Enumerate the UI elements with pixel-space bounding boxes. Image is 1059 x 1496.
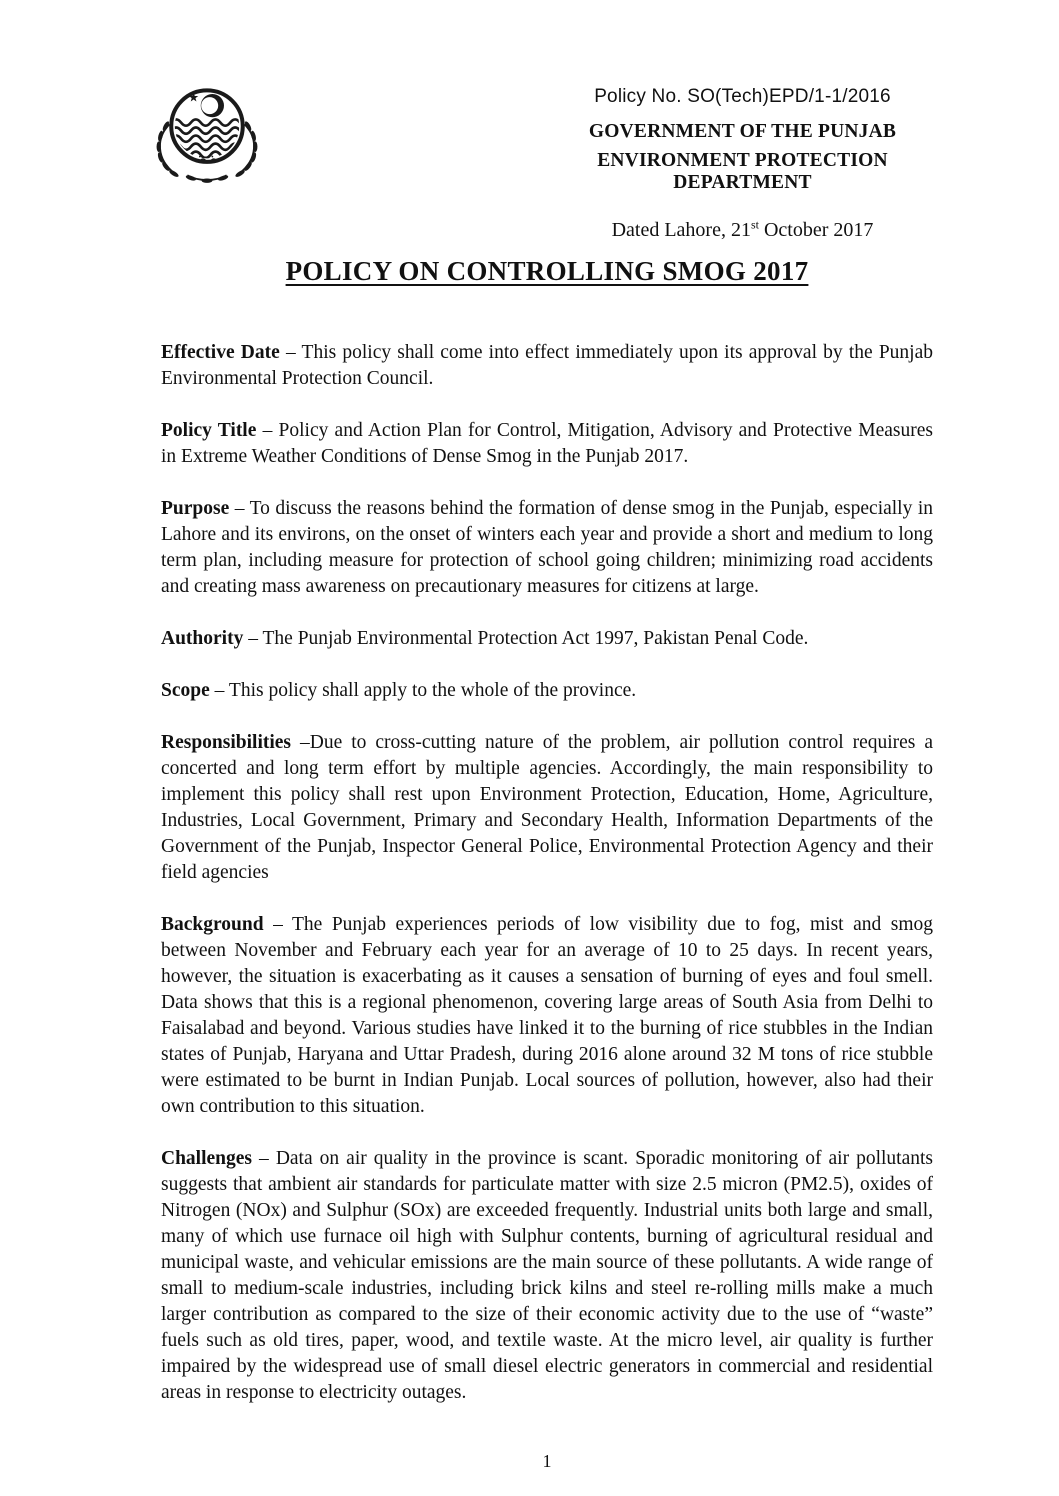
section-text: Policy and Action Plan for Control, Mitigation, Advisory and Protective Measures in Extreme Weather Conditions of Dense Smog in the Punjab 2017.: [161, 420, 933, 467]
section-separator: –: [209, 680, 229, 701]
department-line: ENVIRONMENT PROTECTION DEPARTMENT: [597, 150, 888, 193]
punjab-government-emblem-icon: [148, 80, 266, 192]
sections-container: [161, 340, 933, 1432]
section-text: The Punjab experiences periods of low visibility due to fog, mist and smog between November and February each year for an average of 10 to 25 days. In recent years, however, the situation is exacerbating as it causes a sensation of burning of eyes and foul smell. Data shows that this is a regional phenomenon, covering large areas of South Asia from Delhi to Faisalabad and beyond. Various studies have linked it to the burning of rice stubbles in the Indian states of Punjab, Haryana and Uttar Pradesh, during 2016 alone around 32 M tons of rice stubble were estimated to be burnt in Indian Punjab. Local sources of pollution, however, also had their own contribution to this situation.: [161, 914, 933, 1117]
page-number: 1: [542, 1451, 552, 1471]
section-label: Background: [161, 914, 264, 935]
date-ordinal-superscript: st: [750, 217, 759, 232]
policy-section-paragraph: [161, 496, 933, 600]
policy-section-paragraph: [161, 1146, 933, 1406]
document-header: [540, 86, 945, 242]
policy-section-paragraph: [161, 678, 933, 704]
government-line: GOVERNMENT OF THE PUNJAB: [588, 121, 897, 142]
section-text: Due to cross-cutting nature of the problem, air pollution control requires a concerted and long term effort by multiple agencies. Accordingly, the main responsibility to implement this policy shall rest upon Environment Protection, Education, Home, Agriculture, Industries, Local Government, Primary and Secondary Health, Information Departments of the Government of the Punjab, Inspector General Police, Environmental Protection Agency and their field agencies: [161, 732, 934, 883]
section-text: This policy shall come into effect immediately upon its approval by the Punjab Environmental Protection Council.: [161, 342, 933, 389]
section-text: The Punjab Environmental Protection Act 1997, Pakistan Penal Code.: [262, 628, 809, 649]
policy-section-paragraph: [161, 418, 933, 470]
policy-section-paragraph: [161, 340, 933, 392]
section-separator: –: [291, 732, 310, 753]
date-suffix: October 2017: [758, 219, 874, 241]
section-separator: –: [243, 628, 263, 649]
section-separator: –: [256, 420, 279, 441]
section-label: Authority: [161, 628, 244, 649]
section-separator: –: [252, 1148, 276, 1169]
policy-section-paragraph: [161, 626, 933, 652]
date-prefix: Dated Lahore, 21: [611, 219, 751, 241]
policy-number: Policy No. SO(Tech)EPD/1-1/2016: [594, 86, 891, 107]
policy-section-paragraph: [161, 912, 933, 1120]
date-line: [540, 219, 945, 242]
section-label: Challenges: [161, 1148, 253, 1169]
section-separator: –: [229, 498, 250, 519]
section-label: Policy Title: [161, 420, 257, 441]
section-label: Effective Date: [161, 342, 280, 363]
policy-section-paragraph: [161, 730, 933, 886]
page-footer: [161, 1451, 933, 1472]
section-separator: –: [279, 342, 302, 363]
section-text: Data on air quality in the province is scant. Sporadic monitoring of air pollutants suggests that ambient air standards for particulate matter with size 2.5 micron (PM2.5), oxides of Nitrogen (NOx) and Sulphur (SOx) are exceeded frequently. Industrial units both large and small, many of which use furnace oil high with Sulphur contents, burning of agricultural residual and municipal waste, and vehicular emissions are the main source of these pollutants. A wide range of small to medium-scale industries, including brick kilns and steel re-rolling mills make a much larger contribution as compared to the size of their economic activity due to the use of “waste” fuels such as old tires, paper, wood, and textile waste. At the micro level, air quality is further impaired by the widespread use of small diesel electric generators in commercial and residential areas in response to electricity outages.: [161, 1148, 933, 1403]
section-separator: –: [263, 914, 293, 935]
section-label: Scope: [161, 680, 210, 701]
page-title: POLICY ON CONTROLLING SMOG 2017: [285, 256, 809, 286]
section-label: Responsibilities: [161, 732, 292, 753]
section-label: Purpose: [161, 498, 230, 519]
section-text: To discuss the reasons behind the formation of dense smog in the Punjab, especially in Lahore and its environs, on the onset of winters each year and provide a short and medium to long term plan, including measure for protection of school going children; minimizing road accidents and creating mass awareness on precautionary measures for citizens at large.: [161, 498, 933, 597]
section-text: This policy shall apply to the whole of the province.: [228, 680, 637, 701]
